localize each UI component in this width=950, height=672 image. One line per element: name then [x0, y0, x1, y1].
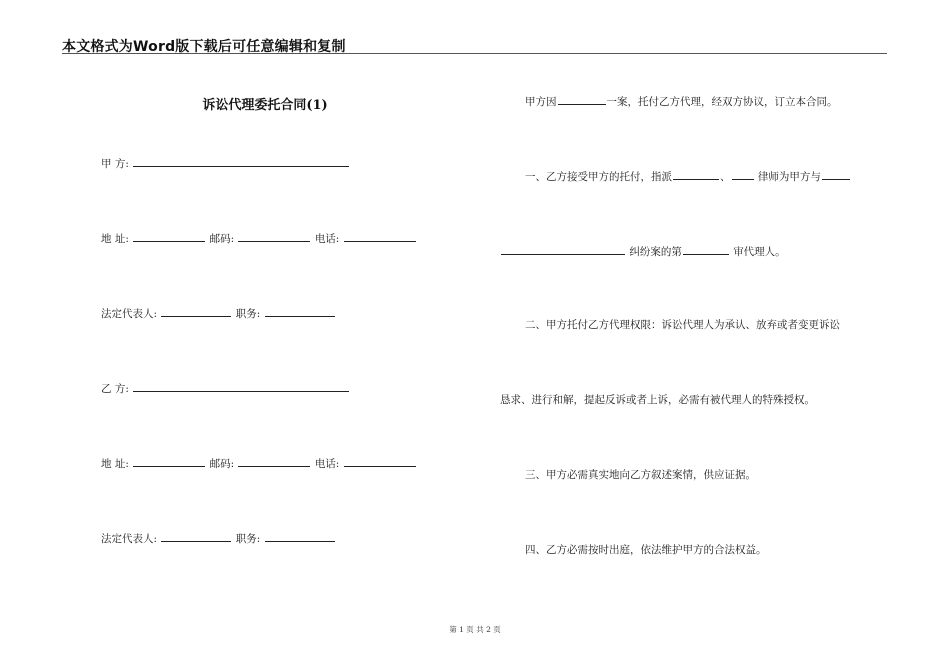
party-a-legal-rep-line	[101, 305, 336, 321]
position-label: 职务:	[235, 533, 261, 545]
clause-1-line-2	[500, 243, 786, 259]
clause-2-line-1: 二、甲方托付乙方代理权限：诉讼代理人为承认、放弃或者变更诉讼	[525, 319, 840, 331]
dispute-blank[interactable]	[501, 243, 625, 255]
page-number: 第 1 页 共 2 页	[449, 625, 501, 634]
party-b-blank[interactable]	[133, 380, 349, 392]
clause-1-text-d: 审代理人。	[733, 246, 786, 258]
clause-2-line-2: 恳求、进行和解，提起反诉或者上诉，必需有被代理人的特殊授权。	[500, 394, 815, 406]
postcode-blank[interactable]	[238, 455, 310, 467]
postcode-blank[interactable]	[238, 230, 310, 242]
intro-suffix: 一案，托付乙方代理，经双方协议，订立本合同。	[606, 96, 838, 108]
party-a-label: 甲 方:	[101, 158, 129, 170]
clause-3: 三、甲方必需真实地向乙方叙述案情，供应证据。	[525, 469, 756, 481]
legal-rep-blank[interactable]	[161, 305, 231, 317]
banner-divider	[62, 53, 887, 54]
party-b-line	[101, 380, 350, 396]
legal-rep-label: 法定代表人:	[101, 533, 158, 545]
case-blank[interactable]	[558, 93, 606, 105]
document-title: 诉讼代理委托合同(1)	[202, 98, 328, 113]
phone-blank[interactable]	[344, 455, 416, 467]
lawyer-2-blank[interactable]	[732, 168, 754, 180]
address-label: 地 址:	[101, 233, 129, 245]
clause-1-line-1	[525, 168, 851, 184]
party-b-legal-rep-line	[101, 530, 336, 546]
opponent-blank[interactable]	[822, 168, 850, 180]
party-b-address-line	[101, 455, 417, 471]
clause-1-text-a: 一、乙方接受甲方的托付，指派	[525, 171, 672, 183]
party-a-blank[interactable]	[133, 155, 349, 167]
address-label: 地 址:	[101, 458, 129, 470]
party-a-line	[101, 155, 350, 171]
postcode-label: 邮码:	[209, 233, 235, 245]
document-banner: 本文格式为Word版下载后可任意编辑和复制	[62, 39, 346, 55]
position-blank[interactable]	[265, 530, 335, 542]
intro-paragraph	[525, 93, 838, 109]
phone-label: 电话:	[314, 458, 340, 470]
instance-blank[interactable]	[683, 243, 729, 255]
intro-prefix: 甲方因	[525, 96, 557, 108]
phone-label: 电话:	[314, 233, 340, 245]
party-b-label: 乙 方:	[101, 383, 129, 395]
position-label: 职务:	[235, 308, 261, 320]
clause-1-text-b: 律师为甲方与	[757, 171, 821, 183]
party-a-address-line	[101, 230, 417, 246]
lawyer-1-blank[interactable]	[673, 168, 719, 180]
legal-rep-label: 法定代表人:	[101, 308, 158, 320]
address-blank[interactable]	[133, 455, 205, 467]
address-blank[interactable]	[133, 230, 205, 242]
clause-4: 四、乙方必需按时出庭，依法维护甲方的合法权益。	[525, 544, 767, 556]
postcode-label: 邮码:	[209, 458, 235, 470]
clause-1-separator: 、	[720, 171, 731, 183]
phone-blank[interactable]	[344, 230, 416, 242]
clause-1-text-c: 纠纷案的第	[629, 246, 682, 258]
position-blank[interactable]	[265, 305, 335, 317]
legal-rep-blank[interactable]	[161, 530, 231, 542]
